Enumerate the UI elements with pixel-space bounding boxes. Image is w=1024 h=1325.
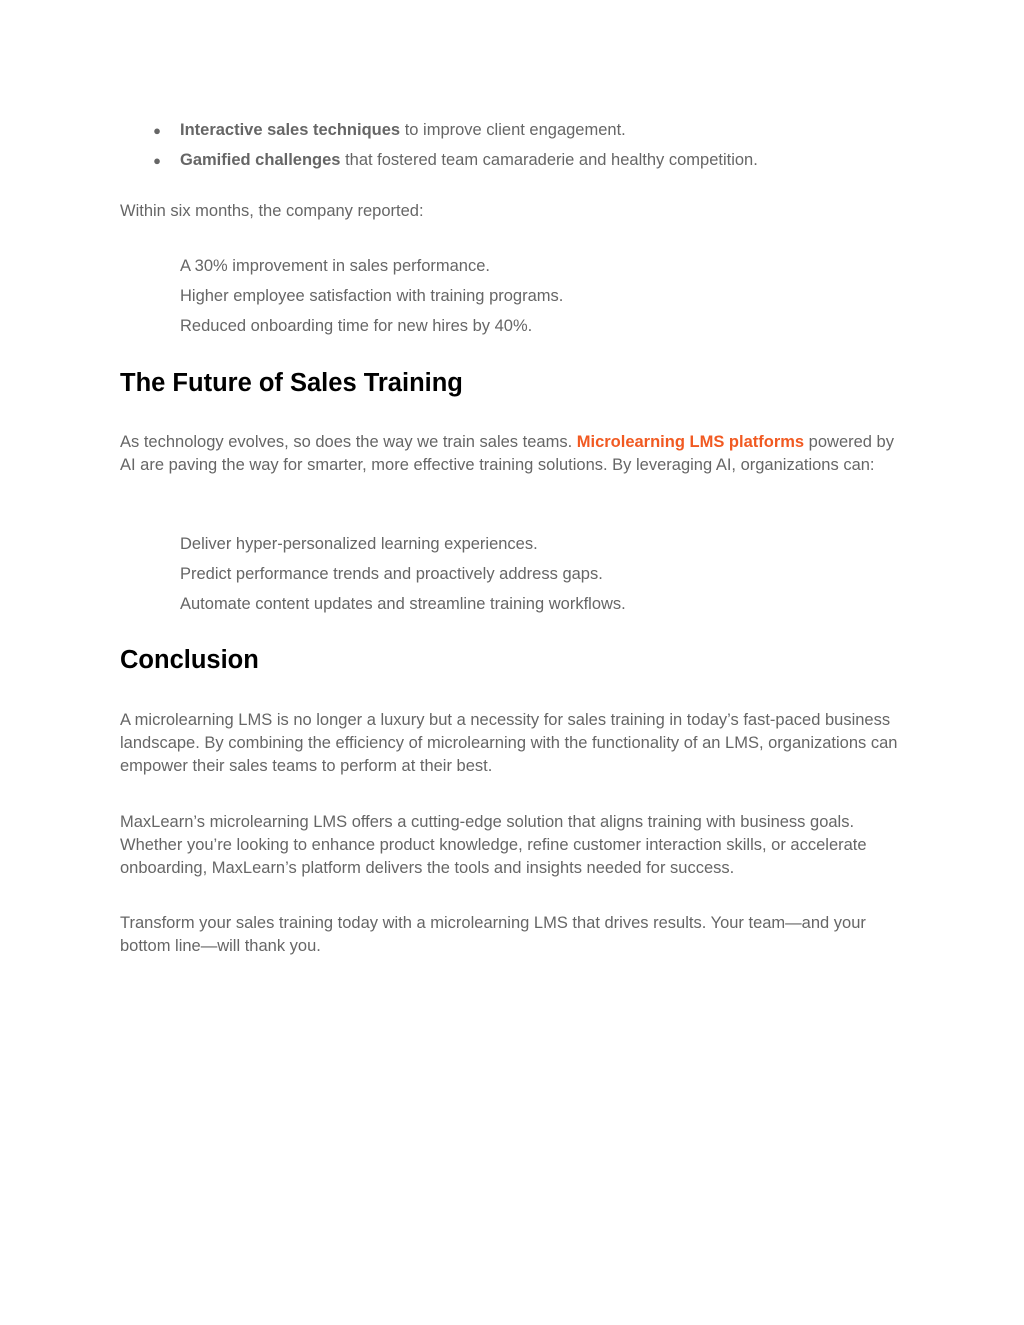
future-intro-text: As technology evolves, so does the way we train sales teams. — [120, 433, 577, 451]
list-item: Reduced onboarding time for new hires by 40%. — [180, 317, 533, 335]
conclusion-paragraph: A microlearning LMS is no longer a luxury but a necessity for sales training in today’s fast-paced business landscape. By combining the efficiency of microlearning with the functionality of an LMS, organizations can empower their sales teams to perform at their best. — [120, 711, 898, 775]
bullet-bold-term: Gamified challenges — [180, 151, 341, 169]
conclusion-paragraph: Transform your sales training today with a microlearning LMS that drives results. Your team—and your bottom line—will thank you. — [120, 914, 866, 955]
bullet-bold-term: Interactive sales techniques — [180, 121, 401, 139]
list-item: Predict performance trends and proactively address gaps. — [180, 565, 603, 583]
conclusion-paragraph: MaxLearn’s microlearning LMS offers a cutting-edge solution that aligns training with business goals. Whether you’re looking to enhance product knowledge, refine customer interaction skills, or accelerate onboarding, MaxLearn’s platform delivers the tools and insights needed for success. — [120, 813, 867, 877]
conclusion-section-heading: Conclusion — [120, 646, 259, 674]
bullet-description: to improve client engagement. — [400, 121, 626, 139]
list-item: A 30% improvement in sales performance. — [180, 257, 490, 275]
bullet-item — [120, 119, 920, 149]
future-intro-paragraph — [120, 431, 910, 477]
results-list — [180, 255, 563, 345]
microlearning-lms-platforms-link[interactable]: Microlearning LMS platforms — [576, 433, 805, 451]
list-item: Higher employee satisfaction with training programs. — [180, 287, 564, 305]
future-section-heading: The Future of Sales Training — [120, 369, 463, 397]
results-intro-paragraph: Within six months, the company reported: — [120, 202, 424, 220]
list-item: Automate content updates and streamline training workflows. — [180, 595, 626, 613]
future-intro-continuation: powered by AI are paving the way for smarter, more effective training solutions. By leveraging AI, organizations can: — [120, 433, 894, 474]
techniques-bullet-list — [120, 119, 920, 179]
list-item: Deliver hyper-personalized learning experiences. — [180, 535, 538, 553]
bullet-dot-icon: ● — [153, 153, 161, 168]
bullet-text — [180, 149, 758, 172]
bullet-description: that fostered team camaraderie and healthy competition. — [340, 151, 758, 169]
bullet-item — [120, 149, 920, 179]
ai-benefits-list — [180, 533, 626, 623]
bullet-dot-icon: ● — [153, 123, 161, 138]
bullet-text — [180, 119, 626, 142]
